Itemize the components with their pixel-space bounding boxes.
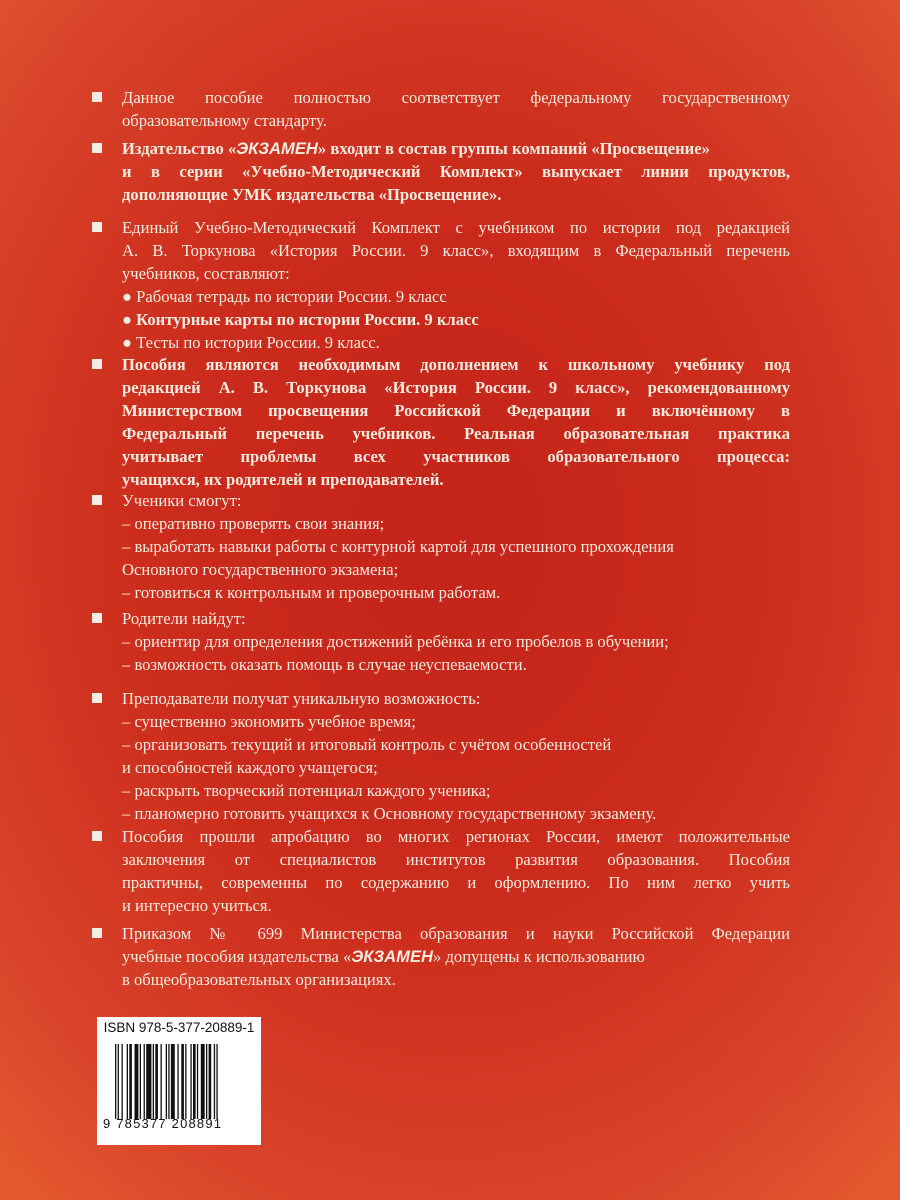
text-line: – организовать текущий и итоговый контроль с учётом особенностей xyxy=(122,735,612,754)
text-line: и способностей каждого учащегося; xyxy=(122,758,378,777)
bullet-icon xyxy=(92,928,102,938)
barcode-bar xyxy=(209,1044,212,1119)
text-line: Министерством просвещения Российской Федерации и включённому в xyxy=(122,401,790,420)
text-line: – выработать навыки работы с контурной картой для успешного прохождения xyxy=(122,537,674,556)
barcode-bar xyxy=(177,1044,178,1119)
barcode-digits: 9 785377 208891 xyxy=(103,1116,223,1131)
barcode-bar xyxy=(129,1044,132,1119)
umk-note xyxy=(122,216,790,354)
barcode-bar xyxy=(122,1044,123,1119)
text-line: Родители найдут: xyxy=(122,609,246,628)
barcode-bar xyxy=(115,1044,116,1119)
text-line: Ученики смогут: xyxy=(122,491,242,510)
publisher-note xyxy=(122,137,790,206)
order-note xyxy=(122,922,790,991)
text-line: учащихся, их родителей и преподавателей. xyxy=(122,470,444,489)
text-line: образовательному стандарту. xyxy=(122,111,327,130)
text-line: Данное пособие полностью соответствует федеральному государственному xyxy=(122,88,790,107)
text-line: А. В. Торкунова «История России. 9 класс», входящим в Федеральный перечень xyxy=(122,241,790,260)
bullet-icon xyxy=(92,613,102,623)
supplement-note xyxy=(122,353,790,491)
approbation-note xyxy=(122,825,790,917)
teachers-note xyxy=(122,687,790,825)
text-line: – существенно экономить учебное время; xyxy=(122,712,416,731)
text-line: – готовиться к контрольным и проверочным работам. xyxy=(122,583,501,602)
text-line: редакцией А. В. Торкунова «История России. 9 класс», рекомендованному xyxy=(122,378,790,397)
text: учебные пособия издательства « xyxy=(122,947,352,966)
barcode-bar xyxy=(185,1044,186,1119)
text-line: Основного государственного экзамена; xyxy=(122,560,399,579)
students-note xyxy=(122,489,790,604)
barcode-bar xyxy=(118,1044,119,1119)
text-line: – оперативно проверять свои знания; xyxy=(122,514,385,533)
bullet-icon xyxy=(92,831,102,841)
text-line: учитывает проблемы всех участников образовательного процесса: xyxy=(122,447,790,466)
bullet-icon xyxy=(92,222,102,232)
barcode-bar xyxy=(127,1044,128,1119)
barcode-bar xyxy=(214,1044,215,1119)
text-line: Приказом № 699 Министерства образования и науки Российской Федерации xyxy=(122,924,790,943)
barcode-bar xyxy=(201,1044,205,1119)
barcode-bar xyxy=(153,1044,154,1119)
bullet-icon xyxy=(92,143,102,153)
isbn-barcode-block xyxy=(97,1017,261,1145)
barcode-bar xyxy=(190,1044,191,1119)
text-line: заключения от специалистов институтов развития образования. Пособия xyxy=(122,850,790,869)
text-line: – возможность оказать помощь в случае неуспеваемости. xyxy=(122,655,527,674)
parents-note xyxy=(122,607,790,676)
text-line: и интересно учиться. xyxy=(122,896,272,915)
text-line: дополняющие УМК издательства «Просвещение». xyxy=(122,185,502,204)
barcode xyxy=(115,1044,247,1119)
barcode-bar xyxy=(181,1044,184,1119)
text-line: учебников, составляют: xyxy=(122,264,290,283)
text: » допущены к использованию xyxy=(433,947,645,966)
barcode-bar xyxy=(146,1044,151,1119)
bullet-icon xyxy=(92,693,102,703)
barcode-bar xyxy=(135,1044,139,1119)
barcode-bar xyxy=(168,1044,169,1119)
text-line: – планомерно готовить учащихся к Основному государственному экзамену. xyxy=(122,804,657,823)
publisher-brand: ЭКЗАМЕН xyxy=(236,139,318,158)
list-item: ● Рабочая тетрадь по истории России. 9 класс xyxy=(122,287,447,306)
text-line: в общеобразовательных организациях. xyxy=(122,970,396,989)
text-line: Пособия прошли апробацию во многих регионах России, имеют положительные xyxy=(122,827,790,846)
publisher-brand: ЭКЗАМЕН xyxy=(351,947,434,966)
text-line: – раскрыть творческий потенциал каждого ученика; xyxy=(122,781,491,800)
isbn-label: ISBN 978-5-377-20889-1 xyxy=(103,1020,255,1035)
text: » входит в состав группы компаний «Просвещение» xyxy=(317,139,710,158)
bullet-icon xyxy=(92,495,102,505)
list-item: ● Тесты по истории России. 9 класс. xyxy=(122,333,380,352)
barcode-bar xyxy=(197,1044,198,1119)
barcode-bar xyxy=(144,1044,145,1119)
text: Издательство « xyxy=(122,139,237,158)
list-item: ● Контурные карты по истории России. 9 класс xyxy=(122,310,479,329)
text-line: Единый Учебно-Методический Комплект с учебником по истории под редакцией xyxy=(122,218,790,237)
barcode-bar xyxy=(216,1044,217,1119)
barcode-bar xyxy=(171,1044,175,1119)
barcode-bar xyxy=(166,1044,167,1119)
barcode-bar xyxy=(155,1044,158,1119)
text-line: и в серии «Учебно-Методический Комплект» выпускает линии продуктов, xyxy=(122,162,790,181)
barcode-bar xyxy=(140,1044,141,1119)
text-line: Преподаватели получат уникальную возможность: xyxy=(122,689,481,708)
barcode-bar xyxy=(206,1044,207,1119)
text-line: Федеральный перечень учебников. Реальная образовательная практика xyxy=(122,424,790,443)
text-line: – ориентир для определения достижений ребёнка и его пробелов в обучении; xyxy=(122,632,669,651)
text-line: Пособия являются необходимым дополнением к школьному учебнику под xyxy=(122,355,790,374)
barcode-bar xyxy=(193,1044,196,1119)
bullet-icon xyxy=(92,359,102,369)
text-line: практичны, современны по содержанию и оформлению. По ним легко учить xyxy=(122,873,790,892)
bullet-icon xyxy=(92,92,102,102)
barcode-bar xyxy=(161,1044,162,1119)
standard-note xyxy=(122,86,790,132)
